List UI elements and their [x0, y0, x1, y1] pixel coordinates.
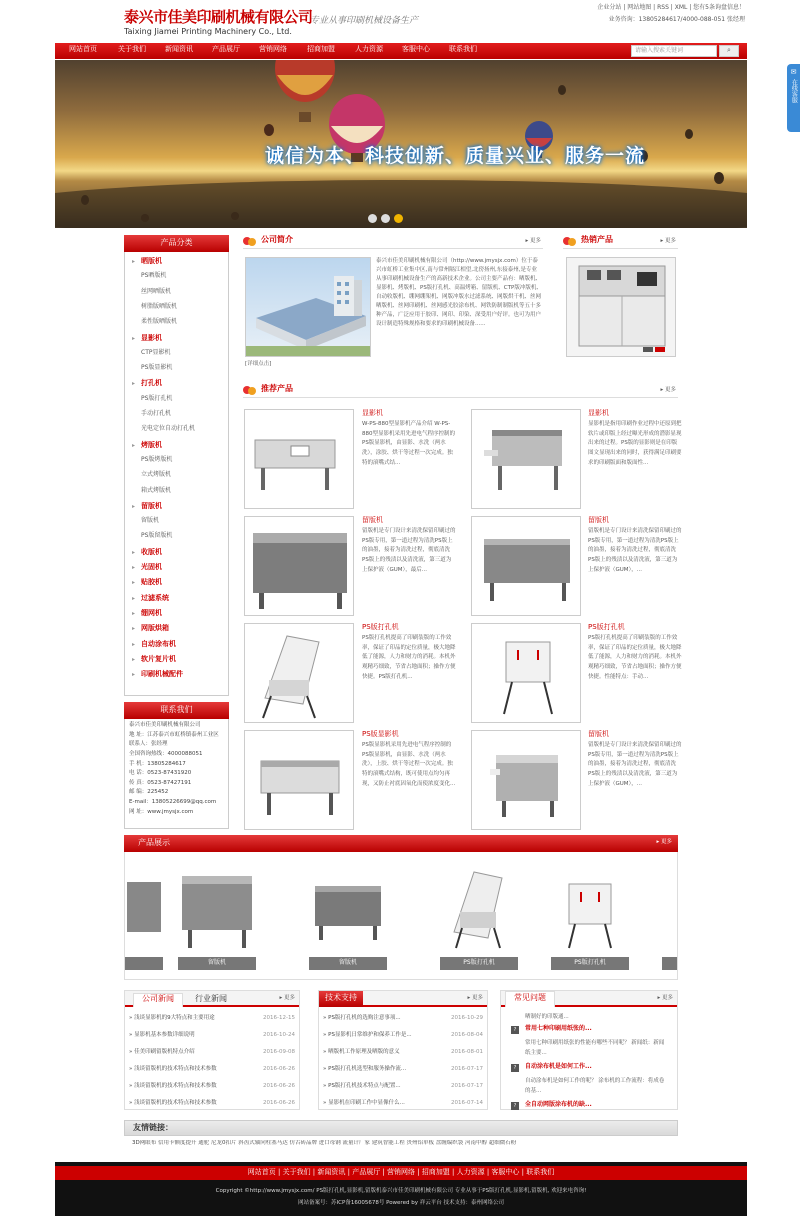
category-item[interactable]: 收版机 — [141, 547, 162, 556]
product-name[interactable]: PS版打孔机 — [588, 623, 625, 631]
faq-question[interactable]: 自动涂布机是如何工作... — [525, 1063, 592, 1070]
bullet-icon: » — [323, 1049, 329, 1055]
category-list — [124, 252, 229, 696]
subcategory-item[interactable]: 丝网晒版机 — [141, 287, 172, 295]
chevron-right-icon: ▸ — [132, 258, 136, 265]
hot-machine-illustration — [567, 258, 676, 357]
news-row[interactable] — [129, 1066, 295, 1073]
subcategory-item[interactable]: 树脂版晒版机 — [141, 302, 178, 310]
footer-copyright: Copyright ©http://www.jmysjx.com/ PS版打孔机,显影机,留版机泰兴市佳美印刷机械有限公司 专业从事于PS版打孔机,显影机,留版机, 欢迎来电咨询! — [215, 1188, 587, 1194]
chevron-right-icon: ▸ — [132, 625, 136, 633]
nav-item-marketing[interactable]: 营销网络 — [259, 45, 287, 53]
product-description: PS版显影机采用先进电气程序控制的PS版显影机，由显影、水洗（两水洗），上胶、烘干等过程一次完成。独特的滚嘴式结构，既可使用点均匀再现，又防止衬底因氧化而使浓度变化... — [362, 742, 456, 787]
category-item[interactable]: 晒版机 — [141, 257, 162, 265]
news-row-date: 2016-12-15 — [263, 1015, 295, 1021]
product-image[interactable] — [244, 623, 354, 723]
hot-more-label: 更多 — [664, 238, 676, 244]
showcase-item-partial[interactable] — [125, 862, 163, 952]
news-row-date: 2016-06-26 — [263, 1066, 295, 1072]
news-row[interactable] — [129, 1100, 295, 1107]
tech-row-date: 2016-07-17 — [451, 1066, 483, 1072]
category-item[interactable]: 自动涂布机 — [141, 639, 176, 648]
contact-line: 传 真：0523-87427191 — [129, 779, 192, 786]
faq-answer: 晒制好的印版通... — [525, 1014, 569, 1020]
showcase-caption: PS版打孔机 — [551, 957, 629, 970]
subcategory-item[interactable]: 光电定位自动打孔机 — [141, 425, 196, 433]
showcase-item[interactable] — [551, 862, 629, 952]
about-header — [243, 235, 543, 249]
category-item[interactable]: 烤版机 — [141, 440, 162, 449]
faq-panel — [500, 990, 678, 1110]
chevron-right-icon: ▸ — [132, 441, 136, 449]
faq-answer: 常用七种印刷用纸张的性能有哪些不同呢？ 新闻纸：新闻纸主要... — [525, 1040, 665, 1057]
subcategory-item[interactable]: 留版机 — [141, 517, 160, 525]
product-name[interactable]: 留版机 — [362, 516, 383, 524]
banner-headline: 诚信为本、科技创新、质量兴业、服务一流 — [265, 145, 646, 167]
showcase-more-label: 更多 — [660, 839, 672, 845]
company-logo-en: Taixing Jiamei Printing Machinery Co., Ltd. — [124, 27, 292, 36]
tech-row-title: PS版打孔机技术特点与配置... — [328, 1083, 401, 1089]
news-row-date: 2016-10-24 — [263, 1032, 295, 1038]
slide-dot-3[interactable] — [394, 214, 403, 223]
bullet-icon: » — [129, 1049, 135, 1055]
bullet-icon: » — [129, 1083, 135, 1089]
tech-row[interactable] — [323, 1066, 483, 1073]
nav-item-about[interactable]: 关于我们 — [118, 45, 146, 53]
nav-item-products[interactable]: 产品展厅 — [212, 45, 240, 53]
chevron-right-icon: ▸ — [132, 609, 136, 617]
about-more-label: 更多 — [529, 238, 541, 244]
about-more-link[interactable]: ▸ 更多 — [525, 238, 541, 244]
product-description: PS版打孔机提高了印刷装版的工作效率，保证了印品的定位质量，极大地降低了能源，人力和财力的消耗。本机外观精巧细致，节省占地面积；操作方便快捷。性能特点：手动... — [588, 635, 682, 680]
subcategory-item[interactable]: PS晒版机 — [141, 272, 167, 280]
footer-icp: 网站备案号：苏ICP备16005678号 Powered by 祥云平台 技术支持：泰州网络公司 — [298, 1200, 504, 1206]
banner[interactable] — [55, 60, 747, 228]
tech-row[interactable] — [323, 1083, 483, 1090]
showcase-title: 产品展示 — [138, 838, 170, 847]
contact-title: 联系我们 — [124, 702, 229, 719]
subcategory-item[interactable]: 箱式烤版机 — [141, 486, 172, 494]
showcase-caption: PS版打孔机 — [440, 957, 518, 970]
online-service-label: 在线客服 — [790, 79, 798, 104]
tech-panel — [318, 990, 488, 1110]
contact-line: 网 址：www.jmysjx.com — [129, 808, 194, 815]
chevron-right-icon: ▸ — [132, 502, 136, 510]
bullet-icon: » — [323, 1100, 329, 1106]
news-row-title: 浅谈留版机的技术特点和技术参数 — [134, 1100, 217, 1106]
hot-title: 热销产品 — [581, 235, 613, 244]
footer — [55, 1162, 747, 1216]
subcategory-item[interactable]: PS版显影机 — [141, 364, 173, 372]
tech-row[interactable] — [323, 1015, 483, 1022]
contact-line: 联系人：张经理 — [129, 741, 168, 748]
product-image[interactable] — [244, 516, 354, 616]
tech-row-title: 晒版机工作原理及晒版的意义 — [328, 1049, 400, 1055]
chevron-right-icon: ▸ — [132, 380, 136, 388]
news-row-date: 2016-06-26 — [263, 1083, 295, 1089]
tab-company-news[interactable]: 公司新闻 — [133, 993, 183, 1007]
footer-nav[interactable]: 网站首页 | 关于我们 | 新闻资讯 | 产品展厅 | 营销网络 | 招商加盟 | 人力资源 | 客服中心 | 联系我们 — [55, 1166, 747, 1180]
category-item[interactable]: 留版机 — [141, 501, 162, 510]
category-item[interactable]: 网版烘箱 — [141, 624, 169, 633]
faq-answer: 自动涂布机是如何工作的呢？ 涂布机的工作流程：将成卷的基... — [525, 1078, 665, 1095]
news-row-title: 佳美印刷留版机特点介绍 — [134, 1049, 195, 1055]
factory-illustration — [246, 258, 371, 357]
bullet-icon: » — [129, 1066, 135, 1072]
chat-icon: ✉ — [790, 68, 797, 76]
showcase-caption-partial — [662, 957, 678, 970]
nav-item-home[interactable]: 网站首页 — [69, 45, 97, 53]
product-description: 留版机是专门设计来清洗保留印刷过的PS版专用，第一道过程为清洗PS版上的油墨，接着为清洗过程，彻底清洗PS版上的残渍以及清洗液，第三道为上保护液（GUM），... — [588, 742, 682, 787]
showcase-header — [124, 835, 678, 852]
product-name[interactable]: 留版机 — [588, 516, 609, 524]
bullet-icon: » — [129, 1100, 135, 1106]
showcase-item[interactable] — [309, 862, 387, 952]
product-image[interactable] — [471, 516, 581, 616]
news-more-label: 更多 — [283, 995, 295, 1001]
tech-title: 技术支持 — [319, 991, 363, 1007]
hot-more-link[interactable]: ▸ 更多 — [660, 238, 676, 244]
subcategory-item[interactable]: PS版留版机 — [141, 532, 173, 540]
nav-item-news[interactable]: 新闻资讯 — [165, 45, 193, 53]
chevron-right-icon: ▸ — [132, 548, 136, 556]
top-links[interactable]: 企业分站 | 网站地图 | RSS | XML | 您有5条询盘信息！ — [597, 4, 745, 11]
bullet-icon: » — [323, 1015, 329, 1021]
faq-more-label: 更多 — [661, 995, 673, 1001]
recommend-more-label: 更多 — [664, 387, 676, 393]
factory-photo — [245, 257, 371, 357]
chevron-right-icon: ▸ — [132, 640, 136, 648]
tech-row-title: PS显影机日常维护和保养工作是... — [328, 1032, 412, 1038]
product-image[interactable] — [244, 730, 354, 830]
news-row[interactable] — [129, 1032, 295, 1039]
company-logo-cn[interactable]: 泰兴市佳美印刷机械有限公司 — [124, 8, 313, 26]
online-service-tab[interactable] — [787, 64, 800, 132]
tab-industry-news[interactable]: 行业新闻 — [195, 994, 227, 1003]
category-item[interactable]: 显影机 — [141, 333, 162, 342]
contact-line: 手 机：13805284617 — [129, 760, 186, 767]
category-item[interactable]: 贴胶机 — [141, 578, 162, 587]
subcategory-item[interactable]: PS版打孔机 — [141, 394, 173, 402]
category-item[interactable]: 过滤系统 — [141, 593, 169, 602]
subcategory-item[interactable]: CTP显影机 — [141, 348, 171, 356]
showcase-more-link[interactable]: ▸ 更多 — [656, 839, 672, 845]
chevron-right-icon: ▸ — [132, 594, 136, 602]
tech-row-date: 2016-08-04 — [451, 1032, 483, 1038]
product-name[interactable]: 显影机 — [362, 409, 383, 417]
friend-links[interactable]: 3D网眼布 信用卡额度提升 通驼 尼龙0扣片 斜齿式轴向柱塞马达 仿古砖品牌 进口母钢 流量计厂家 建筑智能工程 贵州铝单板 盘缠编织袋 河南甲醇 超细微石粉 — [132, 1140, 517, 1146]
tech-row[interactable] — [323, 1100, 483, 1107]
subcategory-item[interactable]: 柔性版晒版机 — [141, 318, 178, 326]
question-icon: ? — [511, 1102, 519, 1110]
subcategory-item[interactable]: PS版烤版机 — [141, 455, 173, 463]
product-image[interactable] — [244, 409, 354, 509]
contact-line: 地 址：江苏泰兴市虹桥镇泰州工业区 — [129, 731, 219, 738]
product-image[interactable] — [471, 409, 581, 509]
category-item[interactable]: 印刷机械配件 — [141, 670, 183, 679]
contact-line: E-mail：13805226699@qq.com — [129, 799, 217, 805]
product-name[interactable]: 显影机 — [588, 409, 609, 417]
category-title: 产品分类 — [124, 235, 229, 252]
search-input[interactable]: 请输入搜索关键词 — [631, 45, 717, 57]
search-icon: ⌕ — [727, 46, 731, 54]
tech-row-date: 2016-07-17 — [451, 1083, 483, 1089]
recommend-more-link[interactable]: ▸ 更多 — [660, 387, 676, 393]
slogan: 专业从事印刷机械设备生产 — [310, 16, 419, 26]
chevron-right-icon: ▸ — [132, 564, 136, 571]
slide-dot-2[interactable] — [381, 214, 390, 223]
tech-row-date: 2016-07-14 — [451, 1100, 483, 1106]
question-icon: ? — [511, 1026, 519, 1034]
contact-info — [124, 719, 229, 829]
recommend-header — [243, 384, 678, 398]
product-description: 留版机是专门设计来清洗保留印刷过的PS版专用，第一道过程为清洗PS版上的油墨，接着为清洗过程，彻底清洗PS版上的残渍以及清洗液，第三道为上保护液（GUM），... — [588, 528, 682, 573]
category-item[interactable]: 打孔机 — [141, 379, 162, 388]
product-description: PS版打孔机提高了印刷装版的工作效率，保证了印品的定位质量，极大地降低了能源，人力和财力的消耗。本机外观精巧细致，节省占地面积；操作方便快捷。PS版打孔机... — [362, 635, 456, 680]
showcase-caption: 留版机 — [178, 957, 256, 970]
tech-header — [319, 991, 487, 1007]
section-logo-icon — [243, 386, 256, 395]
product-description: W-PS-880型显影机产品介绍 W-PS-880型显影机采用先进电气程序控制的PS版显影机，由显影、水洗（两水洗），涂胶、烘干等过程一次完成。独特的滚嘴式结... — [362, 421, 455, 466]
tech-row-date: 2016-10-29 — [451, 1015, 483, 1021]
news-row-title: 显影机基本参数详细说明 — [134, 1032, 195, 1038]
contact-line: 泰兴市佳美印刷机械有限公司 — [129, 722, 201, 728]
faq-title: 常见问题 — [505, 991, 555, 1007]
contact-line: 全国咨询热线：4000088051 — [129, 750, 203, 757]
news-row-title: 浅谈留版机的技术特点和技术参数 — [134, 1066, 217, 1072]
nav-item-contact[interactable]: 联系我们 — [449, 45, 477, 53]
product-name[interactable]: PS版打孔机 — [362, 623, 399, 631]
tech-row-title: PS版打孔机选型和服务操作流... — [328, 1066, 407, 1072]
contact-line: 邮 编：225452 — [129, 789, 169, 796]
faq-more-link[interactable]: ▸ 更多 — [657, 995, 673, 1001]
chevron-right-icon: ▸ — [132, 579, 136, 587]
friend-links-title: 友情链接： — [133, 1123, 173, 1132]
about-detail-link[interactable]: [详细点击] — [245, 361, 272, 367]
category-item[interactable]: 光固机 — [141, 563, 162, 571]
tech-more-label: 更多 — [471, 995, 483, 1001]
showcase-item[interactable] — [440, 862, 518, 952]
showcase-carousel — [124, 852, 678, 980]
chevron-right-icon: ▸ — [132, 334, 136, 342]
news-row[interactable] — [129, 1049, 295, 1056]
news-row-date: 2016-06-26 — [263, 1100, 295, 1106]
tech-row[interactable] — [323, 1049, 483, 1056]
product-name[interactable]: 留版机 — [588, 730, 609, 738]
faq-question[interactable]: 常用七种印刷用纸张的... — [525, 1025, 592, 1032]
bullet-icon: » — [323, 1066, 329, 1072]
product-description: 显影机是指用印刷作业过程中还原到把软片或印版上经过曝光形成的潜影显现出来的过程。PS版的显影则是在印版图文显现出来的同时，获得满足印刷要求的印刷版面和版面性... — [588, 421, 682, 466]
faq-question[interactable]: 全自动网版涂布机的缺... — [525, 1101, 592, 1108]
search-button[interactable] — [719, 45, 739, 57]
news-tabs — [125, 991, 299, 1007]
recommend-title: 推荐产品 — [261, 384, 293, 393]
friend-links-header — [124, 1120, 678, 1136]
showcase-caption: 留版机 — [309, 957, 387, 970]
showcase-item-partial[interactable] — [662, 862, 678, 952]
chevron-right-icon: ▸ — [132, 655, 136, 663]
nav-item-franchise[interactable]: 招商加盟 — [307, 45, 335, 53]
news-panel — [124, 990, 300, 1110]
product-image[interactable] — [471, 730, 581, 830]
news-more-link[interactable]: ▸ 更多 — [279, 995, 295, 1001]
about-title: 公司简介 — [261, 235, 293, 244]
subcategory-item[interactable]: 立式烤版机 — [141, 471, 172, 479]
product-description: 留版机是专门设计来清洗保留印刷过的PS版专用，第一道过程为清洗PS版上的油墨，接着为清洗过程，彻底清洗PS版上的残渍以及清洗液，第三道为上保护液（GUM），最后... — [362, 528, 456, 573]
showcase-item[interactable] — [178, 862, 256, 952]
category-item[interactable]: 绷网机 — [141, 608, 162, 617]
section-logo-icon — [563, 237, 576, 246]
tech-row-date: 2016-08-01 — [451, 1049, 483, 1055]
section-logo-icon — [243, 237, 256, 246]
bullet-icon: » — [323, 1032, 329, 1038]
tech-row[interactable] — [323, 1032, 483, 1039]
bullet-icon: » — [129, 1015, 135, 1021]
nav-item-service[interactable]: 客服中心 — [402, 45, 430, 53]
hot-header — [563, 235, 678, 249]
showcase-caption-partial — [125, 957, 163, 970]
news-row[interactable] — [129, 1015, 295, 1022]
nav-item-hr[interactable]: 人力资源 — [355, 45, 383, 53]
product-name[interactable]: PS版显影机 — [362, 730, 399, 738]
tech-more-link[interactable]: ▸ 更多 — [467, 995, 483, 1001]
main-nav — [55, 43, 747, 59]
contact-line: 电 话：0523-87431920 — [129, 770, 192, 777]
tech-row-title: 显影机在印刷工作中显像什么... — [328, 1100, 405, 1106]
bullet-icon: » — [323, 1083, 329, 1089]
news-row[interactable] — [129, 1083, 295, 1090]
hotline: 业务咨询：13805284617/4000-088-051 张经理 — [608, 16, 745, 23]
faq-header — [501, 991, 677, 1007]
tech-row-title: PS版打孔机的选购注意事项... — [328, 1015, 401, 1021]
chevron-right-icon: ▸ — [132, 671, 136, 679]
category-item[interactable]: 软片复片机 — [141, 654, 176, 663]
subcategory-item[interactable]: 手动打孔机 — [141, 410, 172, 417]
question-icon: ? — [511, 1064, 519, 1072]
about-text: 泰兴市佳美印刷机械有限公司（http://www.jmysjx.com）位于泰兴市虹桥工业集中区,南与常州隔江相望,北傍扬州,东接泰州,是专业从事印刷机械设备生产的高新技术企业。公司主要产品有：晒版机、显影机、烤版机、PS版打孔机、高温烤箱、留版机、CTP版冲版机、自动收版机、绷网绷架机、网版冲版水过滤系统、网版烘干机、丝网晒版机、丝网印刷机、丝网感光胶涂布机、网铁防制制版机等五十多种产品，广泛应用于胶印、网印、印染、深受用户好评。也可为用户设计制造特殊规格和要求的印刷机械设备...... — [376, 258, 542, 328]
slide-dot-1[interactable] — [368, 214, 377, 223]
product-image[interactable] — [471, 623, 581, 723]
bullet-icon: » — [129, 1032, 135, 1038]
news-row-date: 2016-09-08 — [263, 1049, 295, 1055]
news-row-title: 浅谈显影机的9大特点和主要用途 — [134, 1015, 215, 1021]
hot-product-image[interactable] — [566, 257, 676, 357]
news-row-title: 浅谈留版机的技术特点和技术参数 — [134, 1083, 217, 1089]
